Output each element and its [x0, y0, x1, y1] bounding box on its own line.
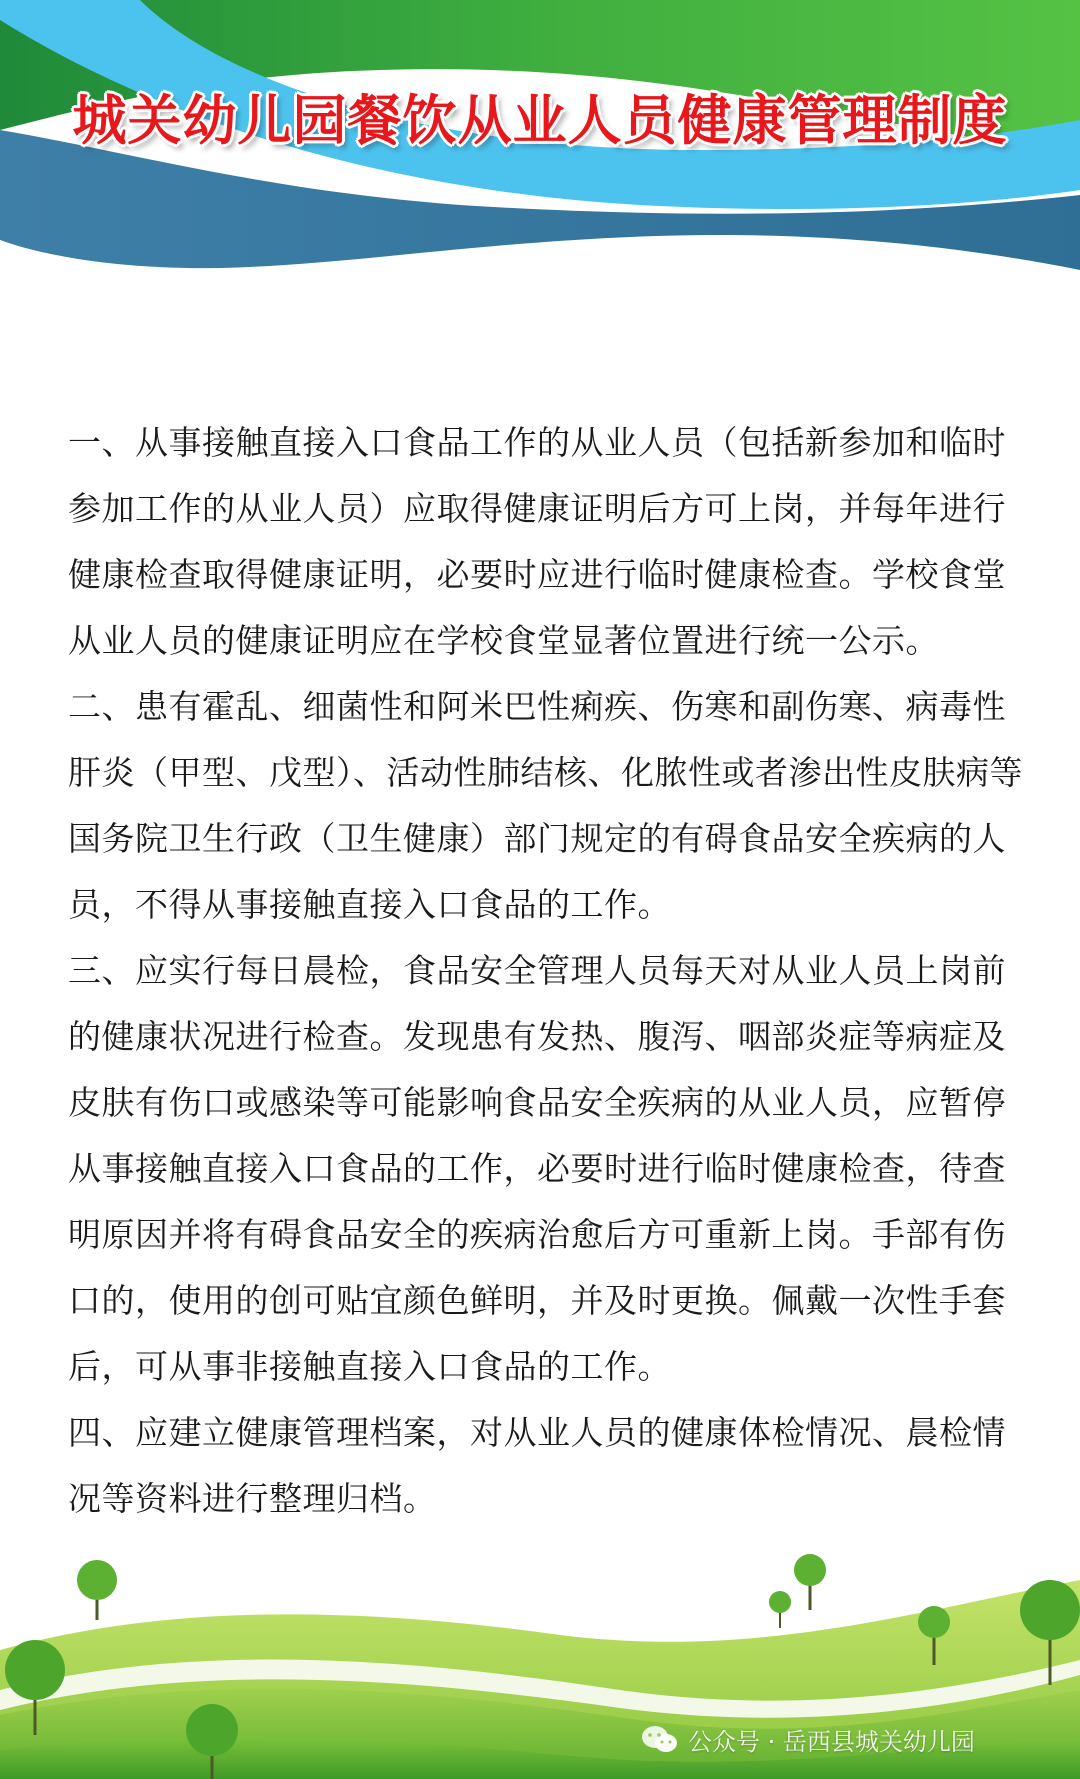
regulation-item-3: 三、应实行每日晨检，食品安全管理人员每天对从业人员上岗前的健康状况进行检查。发现患有发热、腹泻、咽部炎症等病症及皮肤有伤口或感染等可能影响食品安全疾病的从业人员，应暂停从事接触直接入口食品的工作，必要时进行临时健康检查，待查明原因并将有碍食品安全的疾病治愈后方可重新上岗。手部有伤口的，使用的创可贴宜颜色鲜明，并及时更换。佩戴一次性手套后，可从事非接触直接入口食品的工作。	[68, 951, 1006, 1386]
regulation-body	[68, 410, 1028, 1532]
regulation-item-1: 一、从事接触直接入口食品工作的从业人员（包括新参加和临时参加工作的从业人员）应取得健康证明后方可上岗，并每年进行健康检查取得健康证明，必要时应进行临时健康检查。学校食堂从业人员的健康证明应在学校食堂显著位置进行统一公示。	[68, 423, 1006, 660]
tree-icon	[769, 1591, 791, 1628]
wechat-icon	[640, 1724, 680, 1756]
watermark-text: 公众号 · 岳西县城关幼儿园	[688, 1728, 975, 1756]
regulation-item-2: 二、患有霍乱、细菌性和阿米巴性痢疾、伤寒和副伤寒、病毒性肝炎（甲型、戊型）、活动性肺结核、化脓性或者渗出性皮肤病等国务院卫生行政（卫生健康）部门规定的有碍食品安全疾病的人员，不得从事接触直接入口食品的工作。	[68, 687, 1023, 924]
wechat-watermark	[640, 1722, 975, 1757]
poster-title: 城关幼儿园餐饮从业人员健康管理制度	[72, 89, 1008, 152]
tree-icon	[794, 1554, 826, 1610]
regulation-item-4: 四、应建立健康管理档案，对从业人员的健康体检情况、晨检情况等资料进行整理归档。	[68, 1413, 1006, 1518]
tree-icon	[77, 1560, 117, 1620]
